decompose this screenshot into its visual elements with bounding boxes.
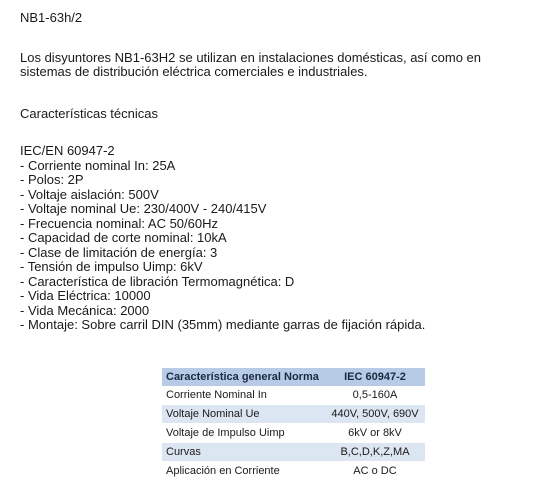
table-cell: Aplicación en Corriente [162, 462, 325, 481]
table-cell: AC o DC [325, 462, 425, 481]
table-cell: Voltaje de Impulso Uimp [162, 424, 325, 443]
spec-list [20, 159, 525, 333]
table-cell: 0,5-160A [325, 386, 425, 405]
spec-item: - Vida Eléctrica: 10000 [20, 288, 151, 303]
spec-item: - Voltaje nominal Ue: 230/400V - 240/415V [20, 201, 267, 216]
intro-paragraph: Los disyuntores NB1-63H2 se utilizan en instalaciones domésticas, así como en sistemas de distribución eléctrica comerciales e industriales. [20, 49, 482, 79]
table-row [162, 462, 425, 481]
table-cell: 6kV or 8kV [325, 424, 425, 443]
table-row [162, 386, 425, 405]
spec-item: - Voltaje aislación: 500V [20, 186, 159, 202]
table-cell: Curvas [162, 443, 325, 462]
spec-item: - Clase de limitación de energía: 3 [20, 244, 218, 260]
table-header-cell: IEC 60947-2 [325, 368, 425, 386]
table-row [162, 405, 425, 424]
table-cell: Voltaje Nominal Ue [162, 405, 325, 424]
spec-item: - Capacidad de corte nominal: 10kA [20, 230, 227, 245]
table-cell: Corriente Nominal In [162, 386, 325, 405]
standard-line: IEC/EN 60947-2 [20, 143, 115, 158]
table-header-row [162, 368, 425, 386]
spec-item: - Tensión de impulso Uimp: 6kV [20, 259, 203, 274]
spec-item: - Característica de libración Termomagnética: D [20, 273, 295, 289]
spec-item: - Polos: 2P [20, 172, 84, 187]
spec-block [20, 144, 525, 333]
table-header-cell: Característica general Norma [162, 368, 325, 386]
table-row [162, 443, 425, 462]
spec-item: - Vida Mecánica: 2000 [20, 302, 150, 318]
spec-item: - Frecuencia nominal: AC 50/60Hz [20, 215, 218, 231]
table-row [162, 424, 425, 443]
section-title: Características técnicas [20, 105, 158, 121]
product-heading: NB1-63h/2 [20, 10, 83, 25]
table-cell: B,C,D,K,Z,MA [325, 443, 425, 462]
product-description [20, 11, 525, 333]
table-cell: 440V, 500V, 690V [325, 405, 425, 424]
spec-item: - Montaje: Sobre carril DIN (35mm) mediante garras de fijación rápida. [20, 317, 426, 332]
spec-item: - Corriente nominal In: 25A [20, 157, 176, 173]
spec-table [162, 368, 425, 481]
